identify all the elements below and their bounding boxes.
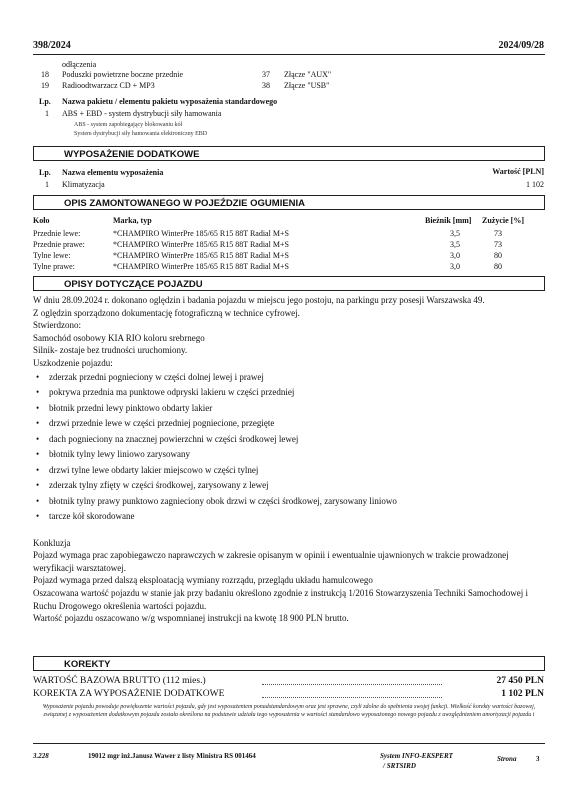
tyre-wear: 73 — [494, 229, 502, 238]
tyre-tread: 3,5 — [450, 229, 460, 238]
dot-leader — [262, 684, 442, 685]
report-date: 2024/09/28 — [498, 40, 544, 51]
base-value-label: WARTOŚĆ BAZOWA BRUTTO (112 mies.) — [33, 676, 206, 686]
damage-item: • tarcze kół skorodowane — [33, 509, 543, 525]
tyre-col-wear: Zużycie [%] — [482, 216, 524, 225]
engine-note: Silnik- zostaje bez trudności uruchomiony. — [33, 345, 188, 356]
damage-header: Uszkodzenie pojazdu: — [33, 357, 113, 368]
footer-page-number: 3 — [536, 755, 540, 763]
base-value-amount: 27 450 PLN — [496, 676, 544, 686]
found-header: Stwierdzono: — [33, 320, 81, 331]
tyre-brand: *CHAMPIRO WinterPre 185/65 R15 88T Radial M+S — [113, 251, 289, 260]
tyre-col-brand: Marka, typ — [113, 216, 152, 225]
extra-correction-label: KOREKTA ZA WYPOSAŻENIE DODATKOWE — [33, 689, 225, 699]
list-item-num: 37 — [262, 70, 270, 79]
tyre-wear: 80 — [494, 251, 502, 260]
conclusion-text: Pojazd wymaga prac zapobiegawczo naprawczych w zakresie opisanym w opinii i ewentualnie ujawnionych w trakcie prowadzonej weryfikacji warsztatowej. — [33, 550, 509, 573]
footer-page-label: Strona — [497, 755, 517, 763]
damage-item: • błotnik tylny lewy liniowo zarysowany — [33, 447, 543, 463]
damage-item: • drzwi tylne lewe obdarty lakier miejscowo w części tylnej — [33, 463, 543, 479]
tyre-tread: 3,5 — [450, 240, 460, 249]
footer-divider — [33, 743, 545, 744]
extra-correction-amount: 1 102 PLN — [501, 689, 544, 699]
tyre-wear: 80 — [494, 262, 502, 271]
extra-item-name: Klimatyzacja — [62, 180, 105, 189]
tyre-brand: *CHAMPIRO WinterPre 185/65 R15 88T Radial M+S — [113, 262, 289, 271]
vehicle-description-body — [33, 294, 543, 625]
conclusion-header: Konkluzja — [33, 537, 71, 548]
tyre-wheel: Tylne lewe: — [33, 251, 71, 260]
damage-item: • drzwi przednie lewe w części przedniej pogniecione, przegięte — [33, 416, 543, 432]
damage-item: • zderzak tylny zfięty w części środkowej, zarysowany z lewej — [33, 478, 543, 494]
tyre-wheel: Tylne prawe: — [33, 262, 75, 271]
tyre-wear: 73 — [494, 240, 502, 249]
std-pkg-name: ABS + EBD - system dystrybucji siły hamowania — [62, 109, 222, 118]
damage-item: • dach pognieciony na znacznej powierzchni w części środkowej lewej — [33, 432, 543, 448]
damage-item: • pokrywa przednia ma punktowe odpryski lakieru w części przedniej — [33, 385, 543, 401]
conclusion-text: Oszacowana wartość pojazdu w stanie jak przy badaniu określono zgodnie z instrukcją 1/2016 Stowarzyszenia Techniki Samochodowej i Ruchu Drogowego określenia wartości pojazdu. — [33, 587, 529, 611]
extra-lp-header: Lp. — [39, 168, 51, 177]
tyre-wheel: Przednie prawe: — [33, 240, 85, 249]
footer-version: 3.228 — [33, 752, 49, 760]
footer-system: System INFO-EKSPERT — [380, 752, 453, 760]
extra-item-value: 1 102 — [526, 180, 544, 189]
car-description: Samochód osobowy KIA RIO koloru srebrnego — [33, 332, 205, 343]
header-divider — [33, 54, 545, 55]
damage-item: • zderzak przedni pognieciony w części dolnej lewej i prawej — [33, 370, 543, 386]
section-extra-equipment: WYPOSAŻENIE DODATKOWE — [33, 146, 545, 161]
conclusion-text: Pojazd wymaga przed dalszą eksploatacją wymiany rozrządu, przeglądu układu hamulcowego — [33, 575, 373, 586]
damage-item: • błotnik przedni lewy pinktowo obdarty lakier — [33, 401, 543, 417]
footer-author: 19012 mgr inż.Janusz Wawer z listy Ministra RS 001464 — [88, 752, 256, 760]
std-pkg-num: 1 — [45, 109, 49, 118]
list-item-num: 18 — [41, 70, 49, 79]
section-corrections: KOREKTY — [33, 656, 545, 671]
list-item-num: 38 — [262, 81, 270, 90]
tyre-tread: 3,0 — [450, 251, 460, 260]
std-pkg-sub: System dystrybucji siły hamowania elektroniczny EBD — [74, 131, 208, 137]
tyre-tread: 3,0 — [450, 262, 460, 271]
corrections-note: Wyposażenie pojazdu powoduje powiększenie wartości pojazdu, gdy jest wyposażeniem ponadstandardowym oraz jest sprawne, czyli zdolne do spełnienia swojej funkcji. Wielkość korekty wartości bazowej, związanej z wyposażeniem dodatkowym pojazdu została określona na podstawie udziału tego wyposażenia w wartości standardowo wyposażonego nowego pojazdu z uwzględnieniem amortyzacji pojazdu i — [42, 704, 536, 718]
dot-leader — [262, 697, 442, 698]
std-pkg-header: Nazwa pakietu / elementu pakietu wyposażenia standardowego — [62, 97, 278, 106]
section-vehicle-description: OPISY DOTYCZĄCE POJAZDU — [33, 276, 545, 291]
tyre-col-wheel: Koło — [33, 216, 50, 225]
std-pkg-lp-header: Lp. — [39, 97, 51, 106]
list-item: Radioodtwarzacz CD + MP3 — [62, 81, 155, 90]
list-item-num: 19 — [41, 81, 49, 90]
damage-list — [33, 370, 543, 525]
list-item-cont: odłączenia — [62, 60, 97, 69]
extra-name-header: Nazwa elementu wyposażenia — [62, 168, 164, 177]
extra-value-header: Wartość [PLN] — [492, 167, 544, 176]
tyre-brand: *CHAMPIRO WinterPre 185/65 R15 88T Radial M+S — [113, 229, 289, 238]
tyre-wheel: Przednie lewe: — [33, 229, 81, 238]
list-item: Złącze "AUX" — [284, 70, 332, 79]
inspection-intro: W dniu 28.09.2024 r. dokonano oględzin i badania pojazdu w miejscu jego postoju, na parkingu przy posesji Warszawska 49. — [33, 295, 485, 305]
extra-item-num: 1 — [45, 180, 49, 189]
tyre-brand: *CHAMPIRO WinterPre 185/65 R15 88T Radial M+S — [113, 240, 289, 249]
std-pkg-sub: ABS - system zapobiegający blokowaniu kół — [74, 122, 183, 128]
tyre-col-tread: Bieżnik [mm] — [425, 216, 472, 225]
footer-system-sub: / SRTSIRD — [383, 762, 416, 770]
list-item: Poduszki powietrzne boczne przednie — [62, 70, 184, 79]
conclusion-value: Wartość pojazdu oszacowano w/g wspomnianej instrukcji na kwotę 18 900 PLN brutto. — [33, 613, 349, 624]
section-tyres: OPIS ZAMONTOWANEGO W POJEŹDZIE OGUMIENIA — [33, 195, 545, 210]
list-item: Złącze "USB" — [284, 81, 330, 90]
photo-note: Z oględzin sporządzono dokumentację fotograficzną w technice cyfrowej. — [33, 307, 300, 318]
report-number: 398/2024 — [33, 40, 71, 51]
damage-item: • błotnik tylny prawy punktowo zagnieciony obok drzwi w części środkowej, zarysowany liniowo — [33, 494, 543, 510]
